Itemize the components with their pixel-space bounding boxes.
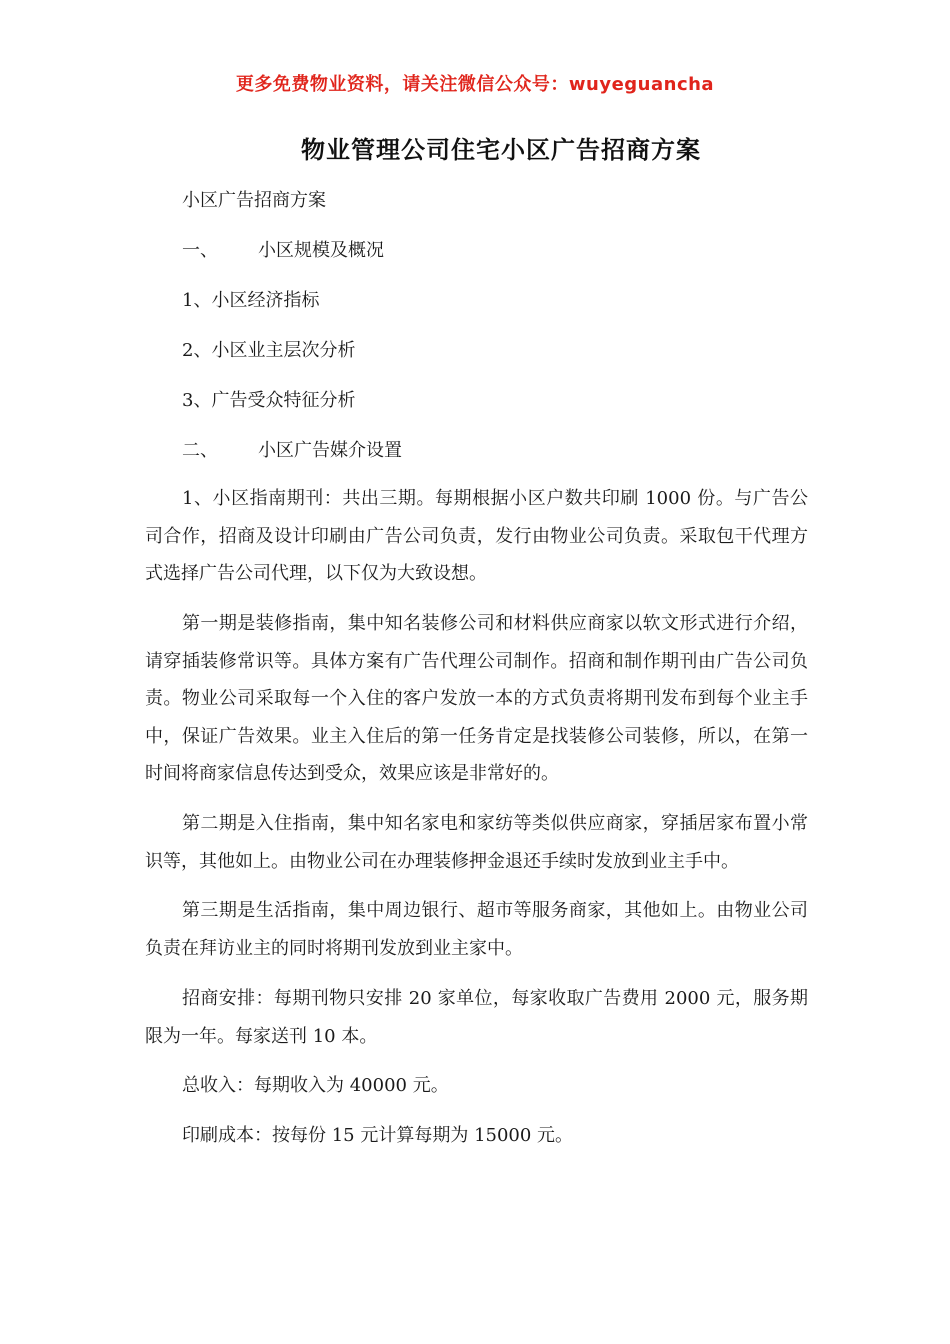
list-item: 2、小区业主层次分析	[182, 340, 356, 361]
section-number: 二、	[182, 440, 218, 461]
paragraph-issue-2: 第二期是入住指南，集中知名家电和家纺等类似供应商家，穿插居家布置小常识等，其他如上。由物业公司在办理装修押金退还手续时发放到业主手中。	[145, 813, 808, 872]
section-heading-1	[182, 237, 384, 265]
section-number: 一、	[182, 240, 218, 261]
paragraph-issue-3: 第三期是生活指南，集中周边银行、超市等服务商家，其他如上。由物业公司负责在拜访业主的同时将期刊发放到业主家中。	[145, 900, 808, 959]
paragraph-recruitment: 招商安排：每期刊物只安排 20 家单位，每家收取广告费用 2000 元，服务期限为一年。每家送刊 10 本。	[145, 988, 808, 1047]
page-title: 物业管理公司住宅小区广告招商方案	[301, 136, 701, 164]
list-item: 1、小区经济指标	[182, 290, 320, 311]
paragraph-issue-1: 第一期是装修指南，集中知名装修公司和材料供应商家以软文形式进行介绍，请穿插装修常识等。具体方案有广告代理公司制作。招商和制作期刊由广告公司负责。物业公司采取每一个入住的客户发放一本的方式负责将期刊发布到每个业主手中，保证广告效果。业主入住后的第一任务肯定是找装修公司装修，所以，在第一时间将商家信息传达到受众，效果应该是非常好的。	[145, 613, 808, 784]
list-item: 3、广告受众特征分析	[182, 390, 356, 411]
section-label: 小区规模及概况	[258, 240, 384, 261]
section-heading-2	[182, 437, 402, 465]
paragraph-total-income: 总收入：每期收入为 40000 元。	[182, 1075, 449, 1096]
promo-banner: 更多免费物业资料，请关注微信公众号：wuyeguancha	[235, 74, 715, 95]
paragraph-printing-cost: 印刷成本：按每份 15 元计算每期为 15000 元。	[182, 1125, 574, 1146]
subtitle: 小区广告招商方案	[182, 190, 326, 211]
section-label: 小区广告媒介设置	[258, 440, 402, 461]
paragraph-guide-periodical: 1、小区指南期刊：共出三期。每期根据小区户数共印刷 1000 份。与广告公司合作，招商及设计印刷由广告公司负责，发行由物业公司负责。采取包干代理方式选择广告公司代理，以下仅为大致设想。	[145, 488, 808, 584]
